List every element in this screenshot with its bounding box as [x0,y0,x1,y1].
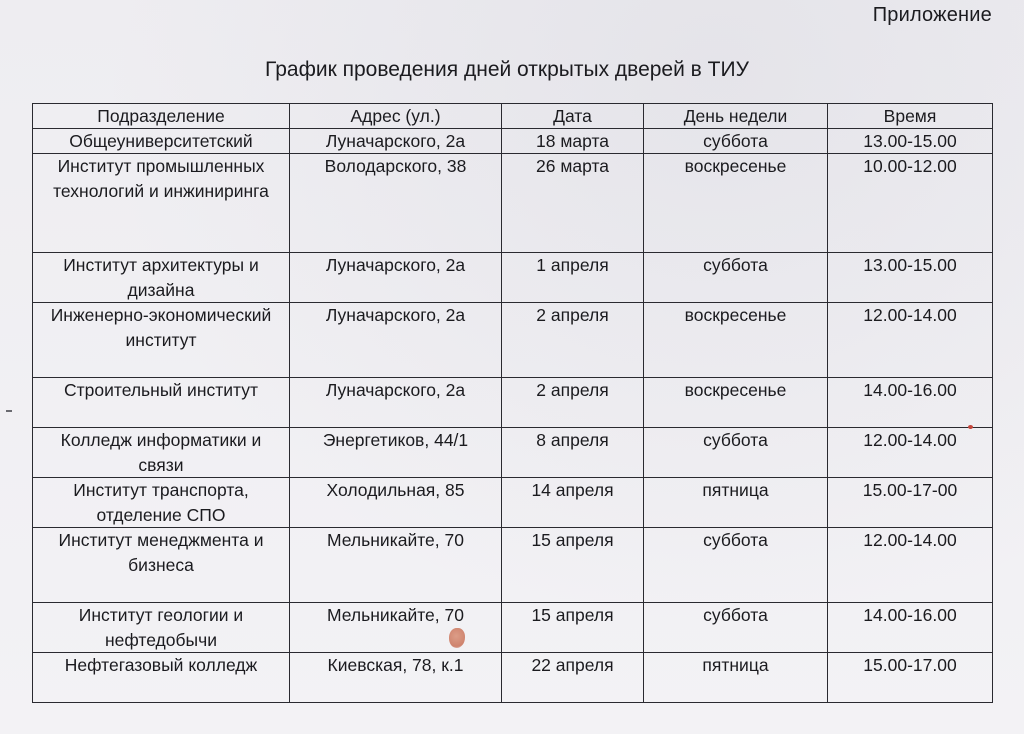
cell-weekday: воскресенье [644,378,828,428]
cell-unit: Колледж информатики и связи [33,428,290,478]
cell-weekday: суббота [644,528,828,603]
cell-date: 22 апреля [502,653,644,703]
table-row [33,478,993,528]
table-row [33,303,993,378]
cell-address: Мельникайте, 70 [290,528,502,603]
appendix-label: Приложение [872,4,992,26]
cell-address: Холодильная, 85 [290,478,502,528]
table-row [33,129,993,154]
cell-address: Володарского, 38 [290,154,502,253]
cell-time: 12.00-14.00 [828,528,993,603]
cell-address: Луначарского, 2а [290,303,502,378]
cell-weekday: суббота [644,603,828,653]
cell-address: Киевская, 78, к.1 [290,653,502,703]
cell-address: Луначарского, 2а [290,378,502,428]
column-header-address: Адрес (ул.) [290,104,502,129]
table-row [33,653,993,703]
cell-time: 15.00-17.00 [828,653,993,703]
table-row [33,603,993,653]
cell-date: 14 апреля [502,478,644,528]
cell-address: Луначарского, 2а [290,129,502,154]
cell-unit: Инженерно-экономический институт [33,303,290,378]
table-row [33,428,993,478]
cell-unit: Институт архитектуры и дизайна [33,253,290,303]
cell-unit: Институт промышленных технологий и инжиниринга [33,154,290,253]
margin-dash-mark [6,410,12,412]
table-header-row [33,104,993,129]
cell-weekday: пятница [644,478,828,528]
cell-weekday: пятница [644,653,828,703]
table-row [33,154,993,253]
cell-address: Луначарского, 2а [290,253,502,303]
cell-date: 2 апреля [502,303,644,378]
cell-date: 26 марта [502,154,644,253]
cell-time: 14.00-16.00 [828,378,993,428]
table-row [33,253,993,303]
table-row [33,378,993,428]
red-dot-mark [968,425,973,429]
column-header-unit: Подразделение [33,104,290,129]
cell-weekday: воскресенье [644,154,828,253]
cell-date: 15 апреля [502,528,644,603]
cell-unit: Общеуниверситетский [33,129,290,154]
cell-address: Мельникайте, 70 [290,603,502,653]
cell-time: 10.00-12.00 [828,154,993,253]
cell-unit: Институт менеджмента и бизнеса [33,528,290,603]
document-title: График проведения дней открытых дверей в ТИУ [265,58,749,81]
cell-time: 12.00-14.00 [828,428,993,478]
cell-unit: Институт геологии и нефтедобычи [33,603,290,653]
cell-unit: Институт транспорта, отделение СПО [33,478,290,528]
cell-time: 15.00-17-00 [828,478,993,528]
cell-date: 1 апреля [502,253,644,303]
cell-date: 15 апреля [502,603,644,653]
cell-date: 18 марта [502,129,644,154]
table-row [33,528,993,603]
cell-time: 13.00-15.00 [828,129,993,154]
cell-time: 13.00-15.00 [828,253,993,303]
column-header-weekday: День недели [644,104,828,129]
cell-weekday: суббота [644,253,828,303]
cell-unit: Строительный институт [33,378,290,428]
cell-weekday: суббота [644,129,828,154]
cell-date: 8 апреля [502,428,644,478]
cell-address: Энергетиков, 44/1 [290,428,502,478]
cell-date: 2 апреля [502,378,644,428]
cell-time: 12.00-14.00 [828,303,993,378]
cell-time: 14.00-16.00 [828,603,993,653]
cell-weekday: суббота [644,428,828,478]
open-days-schedule-table [32,103,993,703]
cell-unit: Нефтегазовый колледж [33,653,290,703]
column-header-date: Дата [502,104,644,129]
cell-weekday: воскресенье [644,303,828,378]
column-header-time: Время [828,104,993,129]
